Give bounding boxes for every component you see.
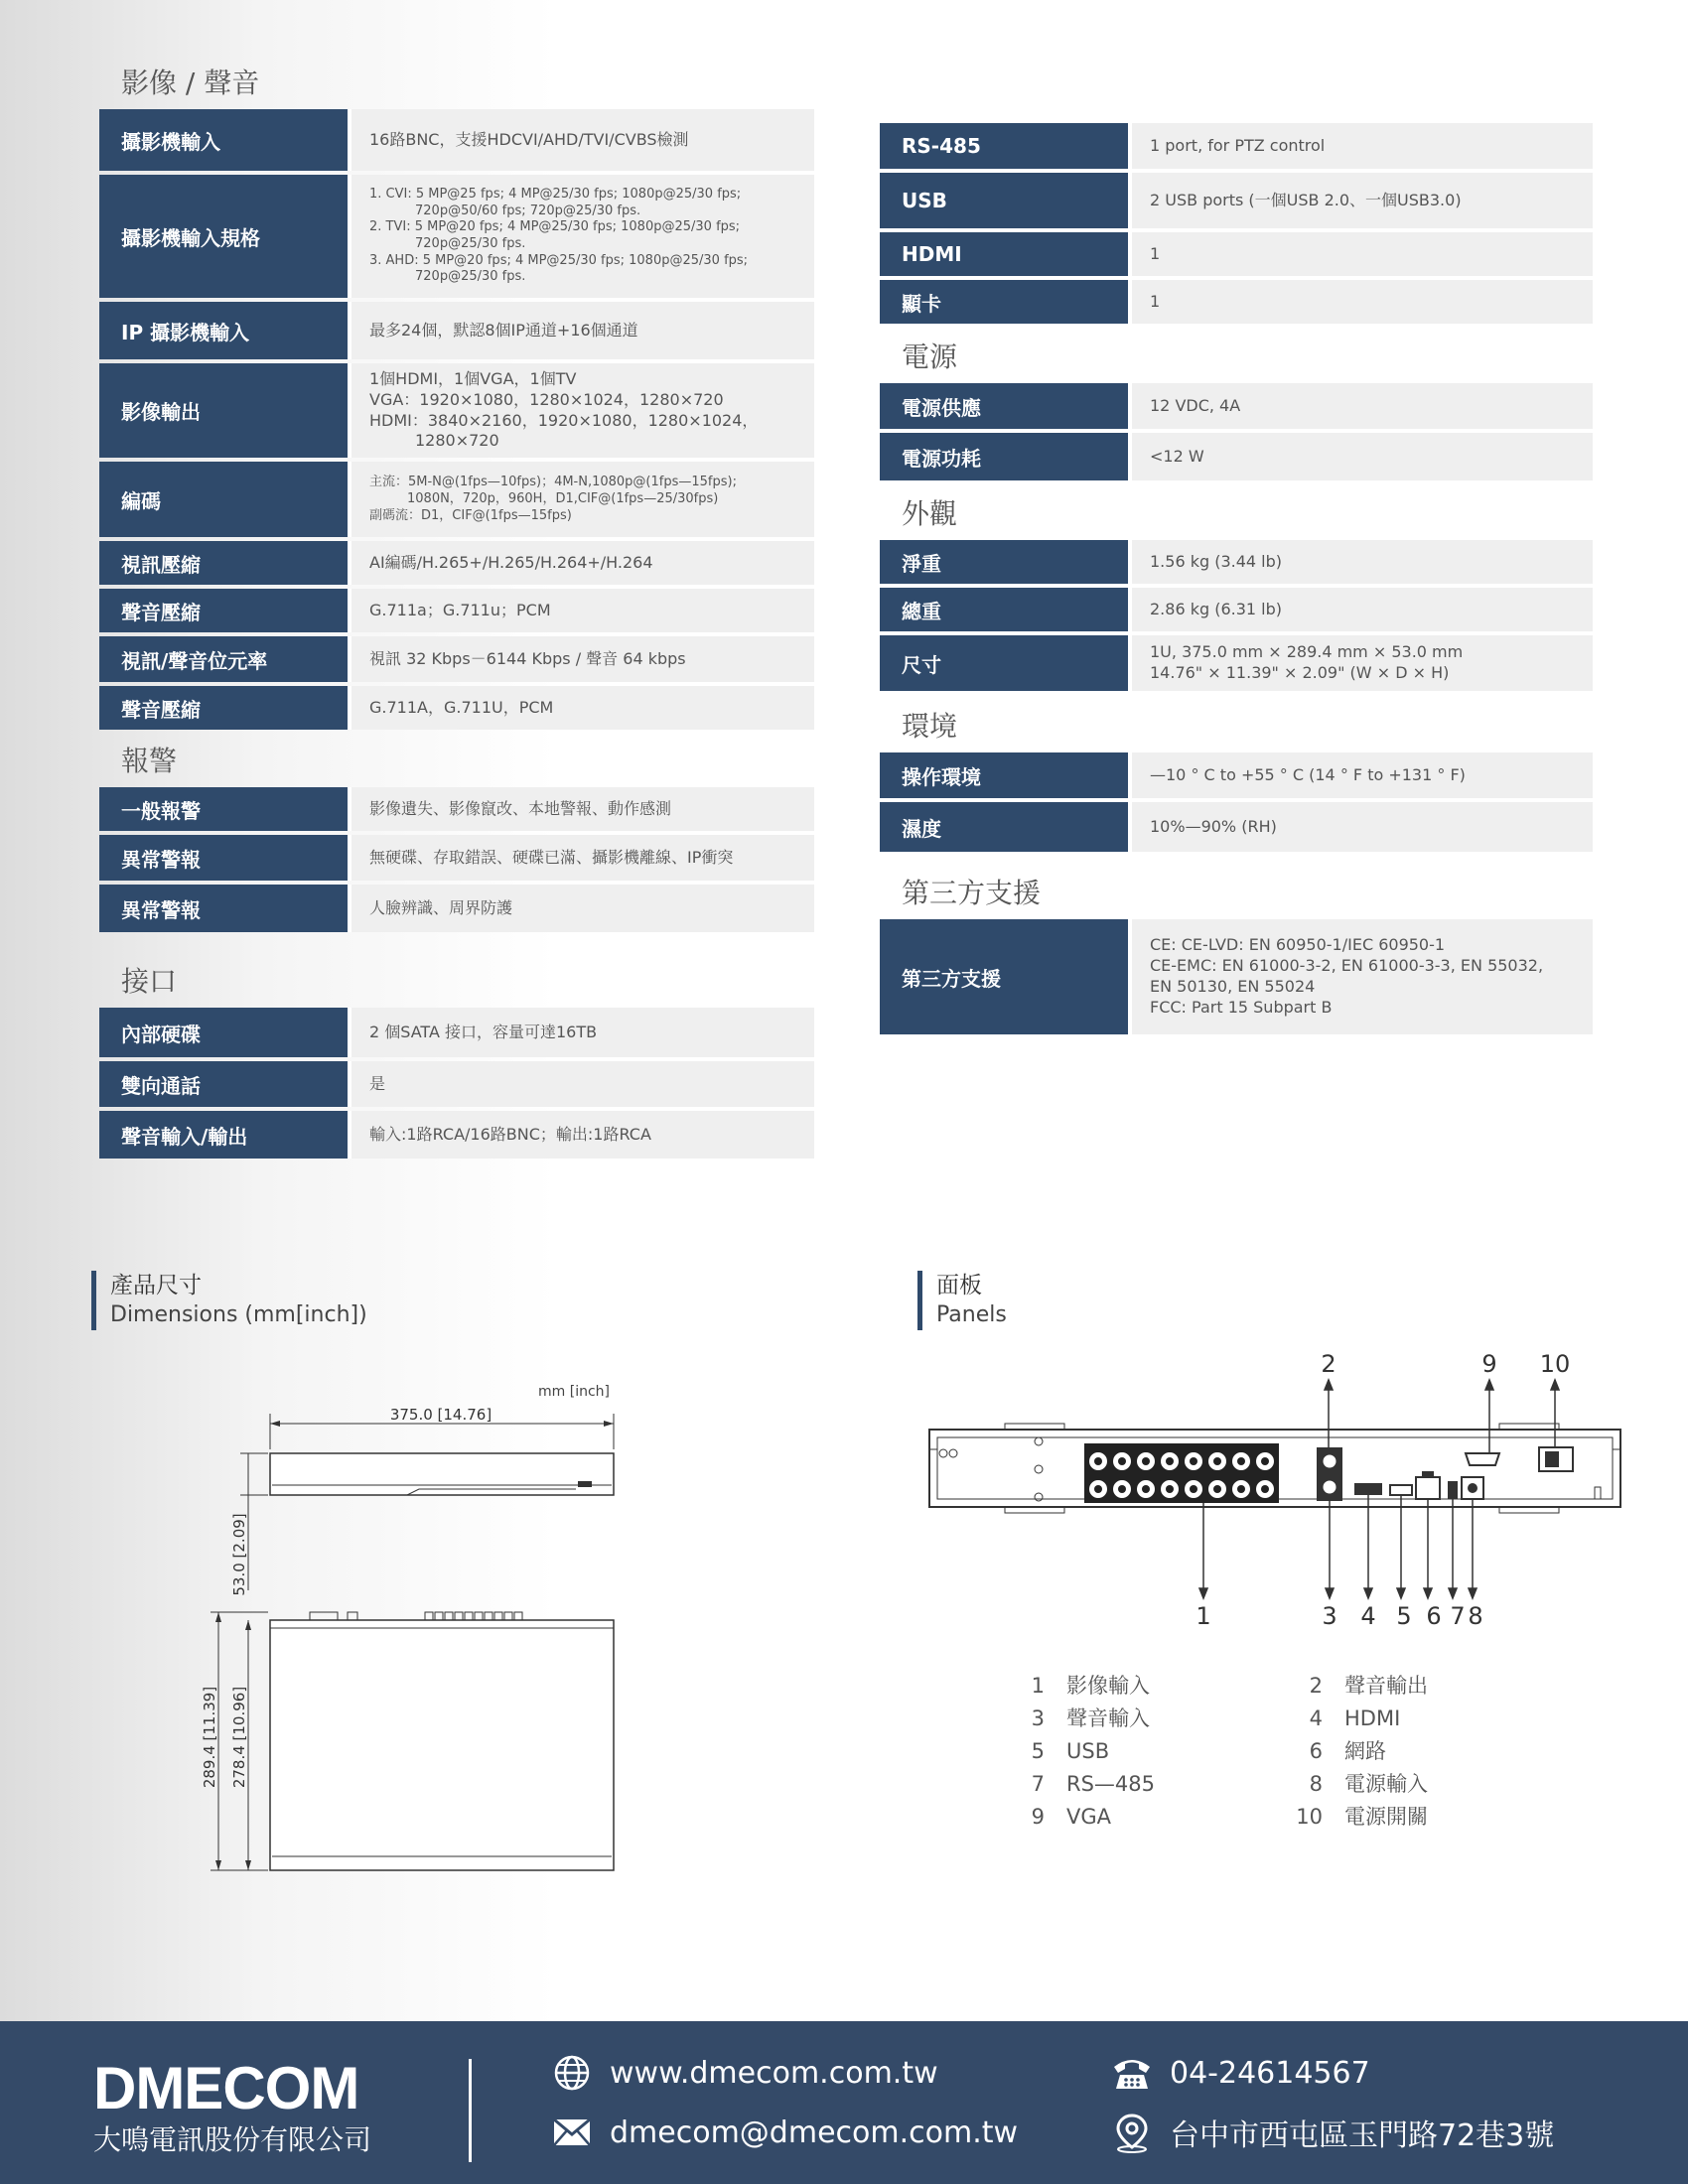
spec-row <box>99 302 814 359</box>
section-title: 第三方支援 <box>902 877 1042 909</box>
spec-value <box>352 636 814 682</box>
legend-label: 電源輸入 <box>1344 1772 1428 1796</box>
legend-label: RS—485 <box>1066 1772 1156 1796</box>
footer <box>0 2021 1688 2184</box>
section-title: 環境 <box>902 710 958 743</box>
legend-item <box>1015 1801 1293 1834</box>
spec-value-line: <12 W <box>1150 446 1204 466</box>
spec-row <box>99 1061 814 1107</box>
spec-row <box>880 588 1593 631</box>
spec-table <box>880 749 1593 856</box>
legend-row <box>1015 1768 1571 1801</box>
spec-key: USB <box>880 173 1132 228</box>
spec-value <box>352 686 814 730</box>
spec-key: 顯卡 <box>880 280 1132 324</box>
spec-value-line: 無硬碟、存取錯誤、硬碟已滿、攝影機離線、IP衝突 <box>369 847 734 867</box>
spec-key: 攝影機輸入規格 <box>99 175 352 298</box>
spec-key: 操作環境 <box>880 752 1132 798</box>
section-title: 外觀 <box>902 497 958 530</box>
phone-icon <box>1112 2055 1152 2091</box>
dimensions-heading <box>91 1271 367 1330</box>
callout-2: 2 <box>1321 1350 1336 1378</box>
height-label: 53.0 [2.09] <box>230 1513 248 1596</box>
spec-key: 第三方支援 <box>880 919 1132 1034</box>
legend-label: USB <box>1066 1739 1110 1763</box>
section-title: 電源 <box>902 341 958 373</box>
spec-value-line: G.711A，G.711U，PCM <box>369 697 554 717</box>
spec-row <box>880 919 1593 1034</box>
spec-key: 電源供應 <box>880 383 1132 429</box>
unit-label: mm [inch] <box>538 1384 610 1400</box>
spec-key: 視訊壓縮 <box>99 541 352 585</box>
legend-number: 4 <box>1309 1706 1323 1730</box>
callout-9: 9 <box>1481 1350 1497 1378</box>
legend-number: 2 <box>1309 1674 1323 1698</box>
spec-row <box>880 752 1593 798</box>
spec-key: 編碼 <box>99 462 352 537</box>
spec-value <box>1132 383 1593 429</box>
legend-item <box>1015 1768 1293 1801</box>
spec-table <box>880 379 1593 484</box>
spec-value-line: 1.56 kg (3.44 lb) <box>1150 551 1283 571</box>
spec-value <box>352 835 814 881</box>
panel-legend <box>1015 1670 1571 1834</box>
spec-key: 視訊/聲音位元率 <box>99 636 352 682</box>
spec-value-line: —10 ° C to +55 ° C (14 ° F to +131 ° F) <box>1150 764 1466 784</box>
spec-row <box>880 123 1593 169</box>
spec-value-line: 是 <box>369 1073 386 1093</box>
section-title: 報警 <box>121 745 178 778</box>
spec-value <box>352 363 814 458</box>
legend-row <box>1015 1670 1571 1703</box>
legend-label: HDMI <box>1344 1706 1401 1730</box>
spec-value-line: 1個HDMI，1個VGA，1個TV <box>369 369 577 388</box>
legend-label: 影像輸入 <box>1066 1674 1150 1698</box>
dimensions-title-en: Dimensions (mm[inch]) <box>110 1302 367 1327</box>
spec-value-line: 視訊 32 Kbps－6144 Kbps / 聲音 64 kbps <box>369 648 686 668</box>
spec-row <box>880 173 1593 228</box>
dimensions-diagram <box>189 1370 635 1886</box>
spec-value <box>352 175 814 298</box>
spec-value-line: 16路BNC，支援HDCVI/AHD/TVI/CVBS檢測 <box>369 129 689 149</box>
callout-7: 7 <box>1450 1602 1466 1630</box>
phone-number[interactable]: 04-24614567 <box>1170 2055 1370 2091</box>
spec-key: 異常警報 <box>99 885 352 932</box>
spec-value <box>352 541 814 585</box>
spec-row <box>99 686 814 730</box>
callout-6: 6 <box>1426 1602 1442 1630</box>
spec-key: IP 攝影機輸入 <box>99 302 352 359</box>
panels-title-en: Panels <box>936 1302 1007 1327</box>
legend-number: 10 <box>1296 1805 1323 1829</box>
legend-label: 電源開關 <box>1344 1805 1428 1829</box>
spec-value <box>352 589 814 632</box>
mail-icon <box>552 2117 592 2147</box>
callout-3: 3 <box>1322 1602 1337 1630</box>
legend-item <box>1293 1670 1571 1703</box>
spec-value-line: HDMI：3840×2160，1920×1080，1280×1024， <box>369 410 759 430</box>
legend-row <box>1015 1735 1571 1768</box>
legend-number: 8 <box>1309 1772 1323 1796</box>
dimensions-title-zh: 產品尺寸 <box>110 1273 202 1298</box>
panels-heading <box>917 1271 1007 1330</box>
legend-item <box>1293 1768 1571 1801</box>
spec-value-line: 影像遺失、影像竄改、本地警報、動作感測 <box>369 798 672 818</box>
callout-8: 8 <box>1468 1602 1483 1630</box>
spec-value <box>1132 752 1593 798</box>
spec-value-line: 720p@25/30 fps. <box>415 269 526 285</box>
spec-value-line: 1080N，720p，960H，D1,CIF@(1fps—25/30fps) <box>407 490 719 506</box>
depth-inner-label: 278.4 [10.96] <box>230 1686 248 1789</box>
callout-10: 10 <box>1539 1350 1571 1378</box>
vga-port <box>1466 1453 1499 1465</box>
brand-block <box>93 2057 371 2160</box>
callout-4: 4 <box>1360 1602 1376 1630</box>
spec-table <box>880 119 1593 328</box>
spec-row <box>880 232 1593 276</box>
legend-label: VGA <box>1066 1805 1112 1829</box>
spec-table <box>99 105 814 734</box>
spec-value-line: 1. CVI: 5 MP@25 fps; 4 MP@25/30 fps; 1080p@25/30 fps; <box>369 187 742 203</box>
spec-value <box>1132 123 1593 169</box>
spec-table <box>880 915 1593 1038</box>
spec-key: 雙向通話 <box>99 1061 352 1107</box>
spec-key: HDMI <box>880 232 1132 276</box>
depth-outer-label: 289.4 [11.39] <box>201 1686 218 1789</box>
width-label: 375.0 [14.76] <box>389 1406 492 1424</box>
spec-row <box>99 589 814 632</box>
spec-row <box>99 787 814 831</box>
spec-value-line: VGA：1920×1080，1280×1024，1280×720 <box>369 389 724 409</box>
spec-row <box>99 636 814 682</box>
spec-value-line: 2 USB ports (一個USB 2.0、一個USB3.0) <box>1150 190 1462 209</box>
hdmi-port <box>1354 1483 1382 1495</box>
spec-value-line: 2.86 kg (6.31 lb) <box>1150 599 1283 618</box>
spec-value-line: 720p@25/30 fps. <box>415 236 526 251</box>
spec-value-line: 14.76" × 11.39" × 2.09" (W × D × H) <box>1150 663 1450 682</box>
spec-value-line: 10%—90% (RH) <box>1150 816 1277 836</box>
spec-value <box>352 787 814 831</box>
spec-value <box>352 109 814 171</box>
spec-key: 聲音輸入/輸出 <box>99 1111 352 1159</box>
spec-row <box>99 541 814 585</box>
spec-value-line: 720p@50/60 fps; 720p@25/30 fps. <box>415 203 641 218</box>
footer-divider <box>469 2059 472 2162</box>
spec-value <box>1132 280 1593 324</box>
spec-value <box>1132 802 1593 852</box>
spec-value <box>352 885 814 932</box>
spec-value-line: 12 VDC, 4A <box>1150 395 1241 415</box>
address-text: 台中市西屯區玉門路72巷3號 <box>1170 2118 1555 2153</box>
spec-row <box>99 462 814 537</box>
spec-value <box>1132 433 1593 480</box>
spec-key: 聲音壓縮 <box>99 589 352 632</box>
spec-table <box>99 1004 814 1162</box>
legend-number: 5 <box>1031 1739 1045 1763</box>
brand-logo: DMECOM <box>93 2055 359 2121</box>
spec-value-line: 人臉辨識、周界防護 <box>369 897 513 917</box>
spec-value-line: 1U, 375.0 mm × 289.4 mm × 53.0 mm <box>1150 642 1464 662</box>
callout-5: 5 <box>1396 1602 1412 1630</box>
rs485-terminal <box>1448 1481 1458 1499</box>
spec-value-line: AI編碼/H.265+/H.265/H.264+/H.264 <box>369 552 653 572</box>
spec-table <box>880 536 1593 695</box>
spec-row <box>880 280 1593 324</box>
legend-item <box>1015 1670 1293 1703</box>
spec-value <box>352 1008 814 1057</box>
rear-panel-diagram <box>923 1338 1628 1636</box>
legend-item <box>1015 1703 1293 1735</box>
spec-row <box>880 540 1593 584</box>
location-pin-icon <box>1112 2112 1152 2153</box>
email-link[interactable]: dmecom@dmecom.com.tw <box>610 2115 1019 2150</box>
spec-row <box>99 835 814 881</box>
spec-value-line: CE: CE-LVD: EN 60950-1/IEC 60950-1 <box>1150 935 1446 955</box>
legend-number: 9 <box>1031 1805 1045 1829</box>
spec-value-line: 輸入:1路RCA/16路BNC；輸出:1路RCA <box>369 1124 651 1144</box>
spec-row <box>99 109 814 171</box>
spec-value-line: G.711a；G.711u；PCM <box>369 600 551 619</box>
spec-value <box>1132 588 1593 631</box>
spec-value-line: 1280×720 <box>415 431 499 451</box>
spec-value-line: 主流：5M-N@(1fps—10fps)；4M-N,1080p@(1fps—15fps); <box>369 475 737 490</box>
address-contact <box>1112 2111 1554 2154</box>
section-title: 影像 / 聲音 <box>121 67 260 99</box>
phone-contact[interactable] <box>1112 2051 1370 2095</box>
spec-column-left <box>99 62 814 1162</box>
spec-value <box>352 1061 814 1107</box>
spec-value <box>1132 173 1593 228</box>
legend-number: 7 <box>1031 1772 1045 1796</box>
spec-row <box>880 635 1593 691</box>
network-port <box>1416 1477 1440 1499</box>
spec-value <box>352 1111 814 1159</box>
spec-key: 聲音壓縮 <box>99 686 352 730</box>
spec-row <box>880 802 1593 852</box>
spec-key: 影像輸出 <box>99 363 352 458</box>
legend-number: 6 <box>1309 1739 1323 1763</box>
legend-number: 1 <box>1031 1674 1045 1698</box>
spec-key: 一般報警 <box>99 787 352 831</box>
legend-item <box>1293 1703 1571 1735</box>
spec-value-line: 1 port, for PTZ control <box>1150 135 1326 155</box>
website-contact[interactable] <box>552 2051 938 2095</box>
spec-row <box>880 433 1593 480</box>
spec-key: 濕度 <box>880 802 1132 852</box>
legend-item <box>1293 1735 1571 1768</box>
spec-key: 總重 <box>880 588 1132 631</box>
spec-value-line: 1 <box>1150 243 1161 263</box>
spec-row <box>99 175 814 298</box>
section-title: 接口 <box>121 965 178 999</box>
legend-row <box>1015 1703 1571 1735</box>
legend-row <box>1015 1801 1571 1834</box>
spec-value-line: 1 <box>1150 291 1161 311</box>
legend-item <box>1015 1735 1293 1768</box>
spec-row <box>99 1111 814 1159</box>
spec-value <box>352 462 814 537</box>
legend-label: 聲音輸入 <box>1066 1706 1150 1730</box>
spec-row <box>99 885 814 932</box>
spec-key: 攝影機輸入 <box>99 109 352 171</box>
spec-value-line: 副碼流：D1，CIF@(1fps—15fps) <box>369 507 572 523</box>
legend-label: 聲音輸出 <box>1344 1674 1428 1698</box>
spec-row <box>99 1008 814 1057</box>
spec-value <box>352 302 814 359</box>
spec-value <box>1132 919 1593 1034</box>
spec-value-line: EN 50130, EN 55024 <box>1150 977 1316 996</box>
spec-row <box>99 363 814 458</box>
spec-value-line: 最多24個，默認8個IP通道+16個通道 <box>369 320 638 340</box>
spec-value-line: 2 個SATA 接口，容量可達16TB <box>369 1022 598 1041</box>
spec-key: RS-485 <box>880 123 1132 169</box>
spec-column-right <box>880 119 1593 1038</box>
spec-value <box>1132 232 1593 276</box>
legend-item <box>1293 1801 1571 1834</box>
spec-value-line: CE-EMC: EN 61000-3-2, EN 61000-3-3, EN 55032, <box>1150 956 1544 976</box>
spec-key: 電源功耗 <box>880 433 1132 480</box>
spec-key: 淨重 <box>880 540 1132 584</box>
legend-label: 網路 <box>1344 1739 1386 1763</box>
email-contact[interactable] <box>552 2111 1018 2154</box>
spec-value-line: 2. TVI: 5 MP@20 fps; 4 MP@25/30 fps; 1080p@25/30 fps; <box>369 219 741 235</box>
spec-value <box>1132 540 1593 584</box>
spec-key: 尺寸 <box>880 635 1132 691</box>
callout-1: 1 <box>1196 1602 1211 1630</box>
website-link[interactable]: www.dmecom.com.tw <box>610 2055 938 2091</box>
spec-value-line: FCC: Part 15 Subpart B <box>1150 997 1333 1017</box>
spec-value <box>1132 635 1593 691</box>
legend-number: 3 <box>1031 1706 1045 1730</box>
spec-key: 異常警報 <box>99 835 352 881</box>
spec-row <box>880 383 1593 429</box>
spec-key: 內部硬碟 <box>99 1008 352 1057</box>
panels-title-zh: 面板 <box>936 1273 982 1298</box>
spec-value-line: 3. AHD: 5 MP@20 fps; 4 MP@25/30 fps; 1080p@25/30 fps; <box>369 252 749 268</box>
top-view-outline <box>270 1620 614 1870</box>
globe-icon <box>552 2053 592 2093</box>
spec-table <box>99 783 814 936</box>
company-name: 大鳴電訊股份有限公司 <box>93 2123 372 2156</box>
